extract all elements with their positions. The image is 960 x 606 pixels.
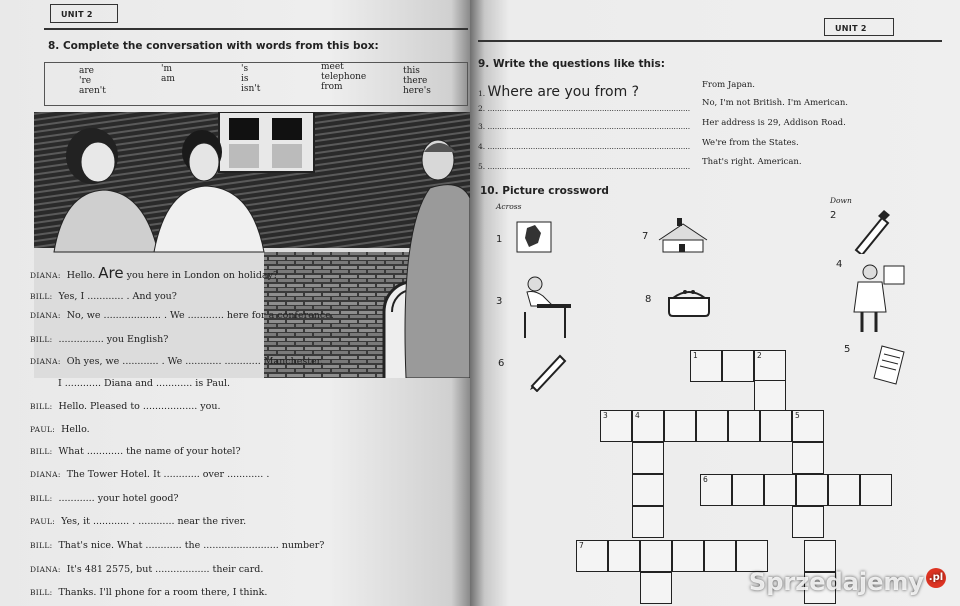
pen-icon xyxy=(850,206,892,254)
question-line: 2. ..................................................................................... xyxy=(478,104,691,113)
exercise-9-title: 9. Write the questions like this: xyxy=(478,58,665,70)
down-label: Down xyxy=(830,196,852,205)
word: are xyxy=(79,66,94,76)
word: there xyxy=(403,76,428,86)
crossword-cell[interactable] xyxy=(860,474,892,506)
purse-icon xyxy=(665,284,713,318)
left-page xyxy=(0,0,470,606)
dialogue-line: BILL: What ............ the name of your hotel? xyxy=(30,446,241,457)
dialogue-line: BILL: Yes, I ............ . And you? xyxy=(30,291,177,302)
crossword-cell[interactable] xyxy=(722,350,754,382)
crossword-cell[interactable] xyxy=(632,442,664,474)
word-box xyxy=(44,62,468,106)
crossword-cell[interactable] xyxy=(664,410,696,442)
crossword-cell[interactable] xyxy=(704,540,736,572)
crossword-cell[interactable]: 6 xyxy=(700,474,732,506)
clue-number: 6 xyxy=(498,358,505,369)
answer: Her address is 29, Addison Road. xyxy=(702,118,846,128)
dialogue-line: DIANA: It's 481 2575, but .................. their card. xyxy=(30,564,264,575)
word: here's xyxy=(403,86,431,96)
clue-number: 3 xyxy=(496,296,503,307)
dialogue-line: BILL: Hello. Pleased to .................. you. xyxy=(30,401,221,412)
dialogue-line: PAUL: Yes, it ............ . ............ near the river. xyxy=(30,516,247,527)
student-desk-icon xyxy=(515,272,573,342)
dialogue-line: DIANA: Oh yes, we ............ . We ............ ............ Manchester. xyxy=(30,356,324,367)
watermark: Sprzedajemy .pl xyxy=(749,568,946,596)
word: this xyxy=(403,66,420,76)
crossword-cell[interactable] xyxy=(754,380,786,412)
answer: That's right. American. xyxy=(702,157,802,167)
word: meet xyxy=(321,62,344,72)
word: 'm xyxy=(161,64,173,74)
answer: No, I'm not British. I'm American. xyxy=(702,98,848,108)
dialogue-line: BILL: Thanks. I'll phone for a room there, I think. xyxy=(30,587,268,598)
crossword-cell[interactable]: 3 xyxy=(600,410,632,442)
dialogue-line: DIANA: No, we ................... . We ............ here for a conference. xyxy=(30,310,334,321)
crossword-cell[interactable] xyxy=(828,474,860,506)
dialogue-line: BILL: ............... you English? xyxy=(30,334,169,345)
dialogue-line: BILL: ............ your hotel good? xyxy=(30,493,179,504)
crossword-cell[interactable]: 7 xyxy=(576,540,608,572)
word: telephone xyxy=(321,72,367,82)
clue-number: 5 xyxy=(844,344,851,355)
word: 're xyxy=(79,76,92,86)
question-line: 5. ..................................................................................... xyxy=(478,162,691,171)
clue-number: 7 xyxy=(642,231,649,242)
question-line: 3. ..................................................................................... xyxy=(478,122,691,131)
example-question: Where are you from ? xyxy=(487,84,640,100)
crossword-cell[interactable] xyxy=(640,572,672,604)
word: is xyxy=(241,74,249,84)
question-line: 1. Where are you from ? xyxy=(478,84,640,100)
unit-label: UNIT 2 xyxy=(824,18,894,36)
crossword-cell[interactable] xyxy=(796,474,828,506)
crossword-cell[interactable] xyxy=(760,410,792,442)
teacher-icon xyxy=(848,262,906,334)
crossword-cell[interactable] xyxy=(672,540,704,572)
crossword-cell[interactable] xyxy=(728,410,760,442)
document-icon xyxy=(872,342,908,388)
map-icon xyxy=(515,218,553,256)
exercise-10-title: 10. Picture crossword xyxy=(480,185,609,197)
clue-number: 4 xyxy=(836,259,843,270)
answer: From Japan. xyxy=(702,80,756,90)
clue-number: 2 xyxy=(830,210,837,221)
crossword-cell[interactable] xyxy=(764,474,796,506)
dialogue-line: DIANA: The Tower Hotel. It ............ over ............ . xyxy=(30,469,270,480)
word: aren't xyxy=(79,86,106,96)
crossword-cell[interactable] xyxy=(608,540,640,572)
house-icon xyxy=(655,214,711,256)
pencil-icon xyxy=(526,346,568,392)
crossword-cell[interactable] xyxy=(792,442,824,474)
dialogue-line: PAUL: Hello. xyxy=(30,424,90,435)
word: isn't xyxy=(241,84,261,94)
crossword-cell[interactable] xyxy=(696,410,728,442)
exercise-8-title: 8. Complete the conversation with words from this box: xyxy=(48,40,379,52)
clue-number: 1 xyxy=(496,234,503,245)
dialogue-line: BILL: That's nice. What ............ the ......................... number? xyxy=(30,540,325,551)
word: am xyxy=(161,74,175,84)
crossword-cell[interactable] xyxy=(640,540,672,572)
example-answer: Are xyxy=(98,264,124,282)
crossword-cell[interactable]: 4 xyxy=(632,410,664,442)
unit-label: UNIT 2 xyxy=(50,4,118,23)
answer: We're from the States. xyxy=(702,138,799,148)
clue-number: 8 xyxy=(645,294,652,305)
dialogue-line: I ............ Diana and ............ is Paul. xyxy=(58,378,231,389)
crossword-cell[interactable]: 2 xyxy=(754,350,786,382)
question-line: 4. ..................................................................................... xyxy=(478,142,691,151)
crossword-cell[interactable] xyxy=(632,474,664,506)
crossword-cell[interactable] xyxy=(732,474,764,506)
crossword-cell[interactable]: 1 xyxy=(690,350,722,382)
crossword-cell[interactable] xyxy=(632,506,664,538)
crossword-cell[interactable] xyxy=(792,506,824,538)
word: from xyxy=(321,82,343,92)
divider xyxy=(44,28,468,30)
crossword-cell[interactable]: 5 xyxy=(792,410,824,442)
word: 's xyxy=(241,64,249,74)
dialogue-line: DIANA: Hello. Are you here in London on holiday? xyxy=(30,264,279,282)
divider xyxy=(478,40,942,42)
across-label: Across xyxy=(496,202,522,211)
